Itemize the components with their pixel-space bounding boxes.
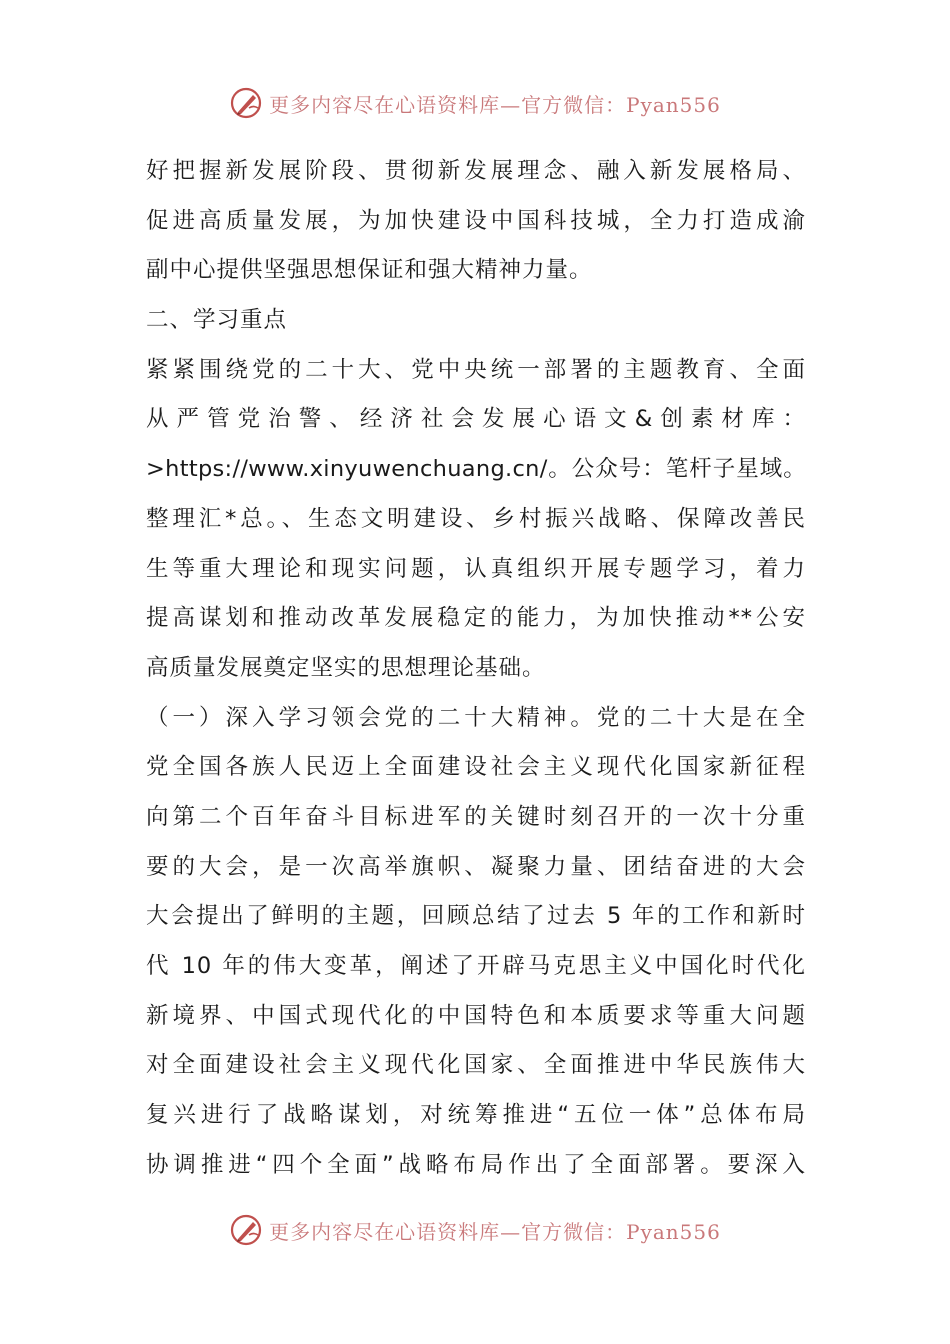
text-line: 新境界、中国式现代化的中国特色和本质要求等重大问题: [146, 1002, 806, 1029]
text-line: 促进高质量发展，为加快建设中国科技城，全力打造成渝: [146, 207, 806, 234]
text-line: 高质量发展奠定坚实的思想理论基础。: [146, 654, 546, 681]
text-line: 提高谋划和推动改革发展稳定的能力，为加快推动**公安: [146, 605, 806, 632]
text-line: 好把握新发展阶段、贯彻新发展理念、融入新发展格局、: [146, 158, 806, 184]
text-line: 副中心提供坚强思想保证和强大精神力量。: [146, 257, 593, 284]
pen-logo-icon: [229, 1213, 263, 1247]
text-line: 大会提出了鲜明的主题，回顾总结了过去 5 年的工作和新时: [146, 903, 806, 930]
text-line: 紧紧围绕党的二十大、党中央统一部署的主题教育、全面: [146, 356, 806, 383]
text-line: 生等重大理论和现实问题，认真组织开展专题学习，着力: [146, 555, 806, 582]
text-line: >https://www.xinyuwenchuang.cn/。公众号：笔杆子星域。: [146, 456, 806, 483]
text-line: 对全面建设社会主义现代化国家、全面推进中华民族伟大: [146, 1052, 806, 1079]
text-line: 从严管党治警、经济社会发展心语文&创素材库：: [146, 406, 806, 433]
document-body: [146, 147, 806, 1190]
text-line: 代 10 年的伟大变革，阐述了开辟马克思主义中国化时代化: [146, 953, 806, 979]
pen-logo-icon: [229, 86, 263, 120]
watermark-header: [0, 86, 950, 120]
text-line: 二、学习重点: [146, 307, 288, 334]
text-line: 整理汇*总。、生态文明建设、乡村振兴战略、保障改善民: [146, 505, 806, 532]
text-line: 向第二个百年奋斗目标进军的关键时刻召开的一次十分重: [146, 803, 806, 830]
text-line: 协调推进“四个全面”战略布局作出了全面部署。要深入: [146, 1151, 806, 1178]
watermark-text: 更多内容尽在心语资料库—官方微信：Pyan556: [269, 92, 721, 117]
text-line: （一）深入学习领会党的二十大精神。党的二十大是在全: [146, 704, 806, 731]
text-line: 复兴进行了战略谋划，对统筹推进“五位一体”总体布局: [146, 1102, 806, 1129]
text-line: 要的大会，是一次高举旗帜、凝聚力量、团结奋进的大会: [146, 853, 806, 880]
watermark-footer: [0, 1213, 950, 1247]
text-line: 党全国各族人民迈上全面建设社会主义现代化国家新征程: [146, 754, 806, 781]
watermark-text: 更多内容尽在心语资料库—官方微信：Pyan556: [269, 1219, 721, 1244]
